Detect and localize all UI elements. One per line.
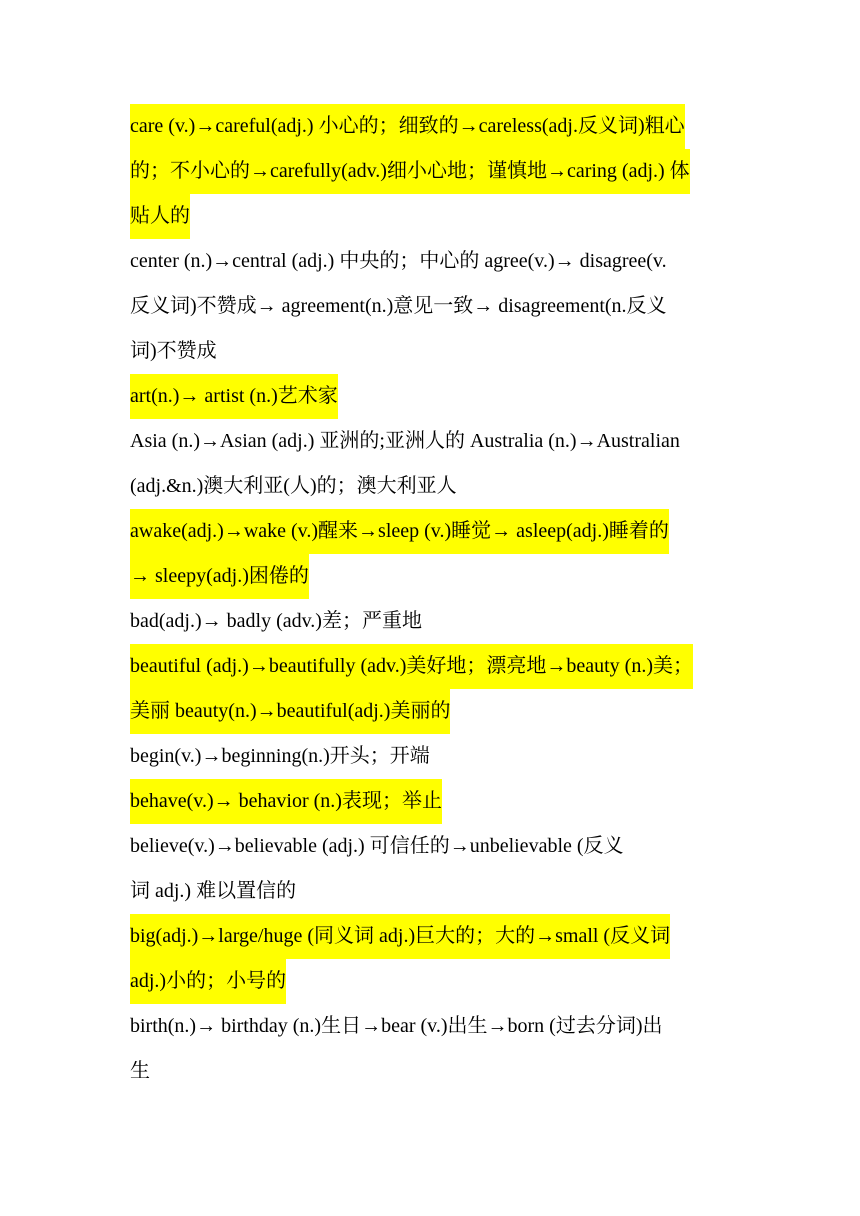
text-line [130,149,732,194]
body-text: begin(v.)→beginning(n.)开头；开端 [130,745,430,767]
text-line [130,644,732,689]
text-line [130,104,732,149]
text-line [130,959,732,1004]
highlighted-text: big(adj.)→large/huge (同义词 adj.)巨大的；大的→small (反义词 [130,914,670,959]
body-text: (adj.&n.)澳大利亚(人)的；澳大利亚人 [130,475,457,497]
text-line [130,509,732,554]
text-line [130,599,732,644]
body-text: birth(n.)→ birthday (n.)生日→bear (v.)出生→born (过去分词)出 [130,1015,663,1037]
body-text: 反义词)不赞成→ agreement(n.)意见一致→ disagreement(n.反义 [130,295,667,317]
highlighted-text: → sleepy(adj.)困倦的 [130,554,309,599]
text-line [130,284,732,329]
highlighted-text: adj.)小的；小号的 [130,959,286,1004]
text-line [130,779,732,824]
body-text: believe(v.)→believable (adj.) 可信任的→unbelievable (反义 [130,835,624,857]
text-line [130,1049,732,1094]
body-text: 生 [130,1060,150,1082]
text-line [130,554,732,599]
body-text: 词 adj.) 难以置信的 [130,880,297,902]
text-line [130,329,732,374]
text-line [130,239,732,284]
text-line [130,194,732,239]
body-text: Asia (n.)→Asian (adj.) 亚洲的;亚洲人的 Australia (n.)→Australian [130,430,680,452]
highlighted-text: beautiful (adj.)→beautifully (adv.)美好地；漂亮地→beauty (n.)美； [130,644,693,689]
text-line [130,824,732,869]
highlighted-text: 贴人的 [130,194,190,239]
highlighted-text: 的；不小心的→carefully(adv.)细小心地；谨慎地→caring (adj.) 体 [130,149,690,194]
highlighted-text: behave(v.)→ behavior (n.)表现；举止 [130,779,442,824]
document-body [130,104,732,1094]
text-line [130,1004,732,1049]
highlighted-text: awake(adj.)→wake (v.)醒来→sleep (v.)睡觉→ asleep(adj.)睡着的 [130,509,669,554]
text-line [130,689,732,734]
text-line [130,914,732,959]
text-line [130,419,732,464]
body-text: center (n.)→central (adj.) 中央的；中心的 agree(v.)→ disagree(v. [130,250,667,272]
body-text: 词)不赞成 [130,340,217,362]
text-line [130,734,732,779]
body-text: bad(adj.)→ badly (adv.)差；严重地 [130,610,422,632]
highlighted-text: care (v.)→careful(adj.) 小心的；细致的→careless(adj.反义词)粗心 [130,104,685,149]
highlighted-text: 美丽 beauty(n.)→beautiful(adj.)美丽的 [130,689,450,734]
text-line [130,374,732,419]
highlighted-text: art(n.)→ artist (n.)艺术家 [130,374,338,419]
text-line [130,464,732,509]
text-line [130,869,732,914]
